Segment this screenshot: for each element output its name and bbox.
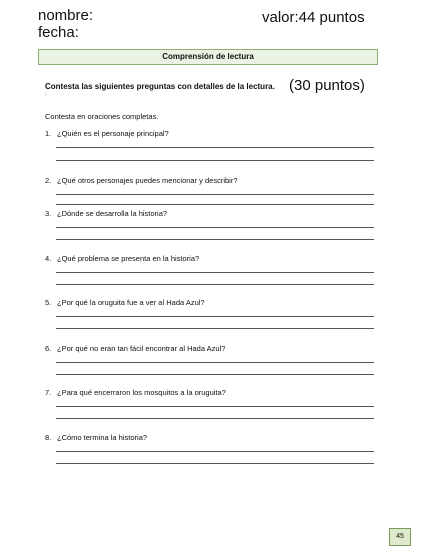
question-number: 4.: [45, 254, 52, 263]
answer-line[interactable]: [56, 406, 374, 407]
answer-line[interactable]: [56, 160, 374, 161]
answer-line[interactable]: [56, 418, 374, 419]
question-2: [45, 176, 238, 185]
answer-line[interactable]: [56, 194, 374, 195]
answer-line[interactable]: [56, 451, 374, 452]
question-number: 5.: [45, 298, 52, 307]
instructions-sub: Contesta en oraciones completas.: [45, 112, 159, 121]
value-label: valor:44 puntos: [262, 9, 365, 26]
answer-line[interactable]: [56, 204, 374, 205]
question-text: ¿Cómo termina la historia?: [57, 433, 148, 442]
page-number-badge: 45: [389, 528, 411, 546]
question-text: ¿Para qué encerraron los mosquitos a la oruguita?: [57, 388, 226, 397]
instructions-main: Contesta las siguientes preguntas con detalles de la lectura.: [45, 82, 275, 91]
answer-line[interactable]: [56, 328, 374, 329]
question-6: [45, 344, 225, 353]
question-text: ¿Dónde se desarrolla la historia?: [57, 209, 168, 218]
question-number: 6.: [45, 344, 52, 353]
answer-line[interactable]: [56, 239, 374, 240]
name-label: nombre:: [38, 7, 94, 24]
question-text: ¿Por qué no eran tan fácil encontrar al Hada Azul?: [57, 344, 226, 353]
question-number: 2.: [45, 176, 52, 185]
answer-line[interactable]: [56, 284, 374, 285]
faint-artifact-text: r · · · · · · · · · · · ·: [45, 92, 116, 98]
question-number: 7.: [45, 388, 52, 397]
question-1: [45, 129, 169, 138]
answer-line[interactable]: [56, 316, 374, 317]
answer-line[interactable]: [56, 374, 374, 375]
question-text: ¿Quién es el personaje principal?: [57, 129, 169, 138]
question-4: [45, 254, 199, 263]
answer-line[interactable]: [56, 147, 374, 148]
question-number: 8.: [45, 433, 52, 442]
answer-line[interactable]: [56, 362, 374, 363]
section-title: Comprensión de lectura: [38, 49, 378, 65]
question-8: [45, 433, 147, 442]
question-text: ¿Por qué la oruguita fue a ver al Hada Azul?: [57, 298, 205, 307]
question-3: [45, 209, 167, 218]
points-label: (30 puntos): [289, 77, 365, 94]
date-label: fecha:: [38, 24, 79, 41]
answer-line[interactable]: [56, 227, 374, 228]
question-number: 3.: [45, 209, 52, 218]
question-number: 1.: [45, 129, 52, 138]
question-text: ¿Qué otros personajes puedes mencionar y describir?: [57, 176, 238, 185]
question-5: [45, 298, 205, 307]
question-7: [45, 388, 226, 397]
answer-line[interactable]: [56, 272, 374, 273]
answer-line[interactable]: [56, 463, 374, 464]
question-text: ¿Qué problema se presenta en la historia?: [57, 254, 200, 263]
